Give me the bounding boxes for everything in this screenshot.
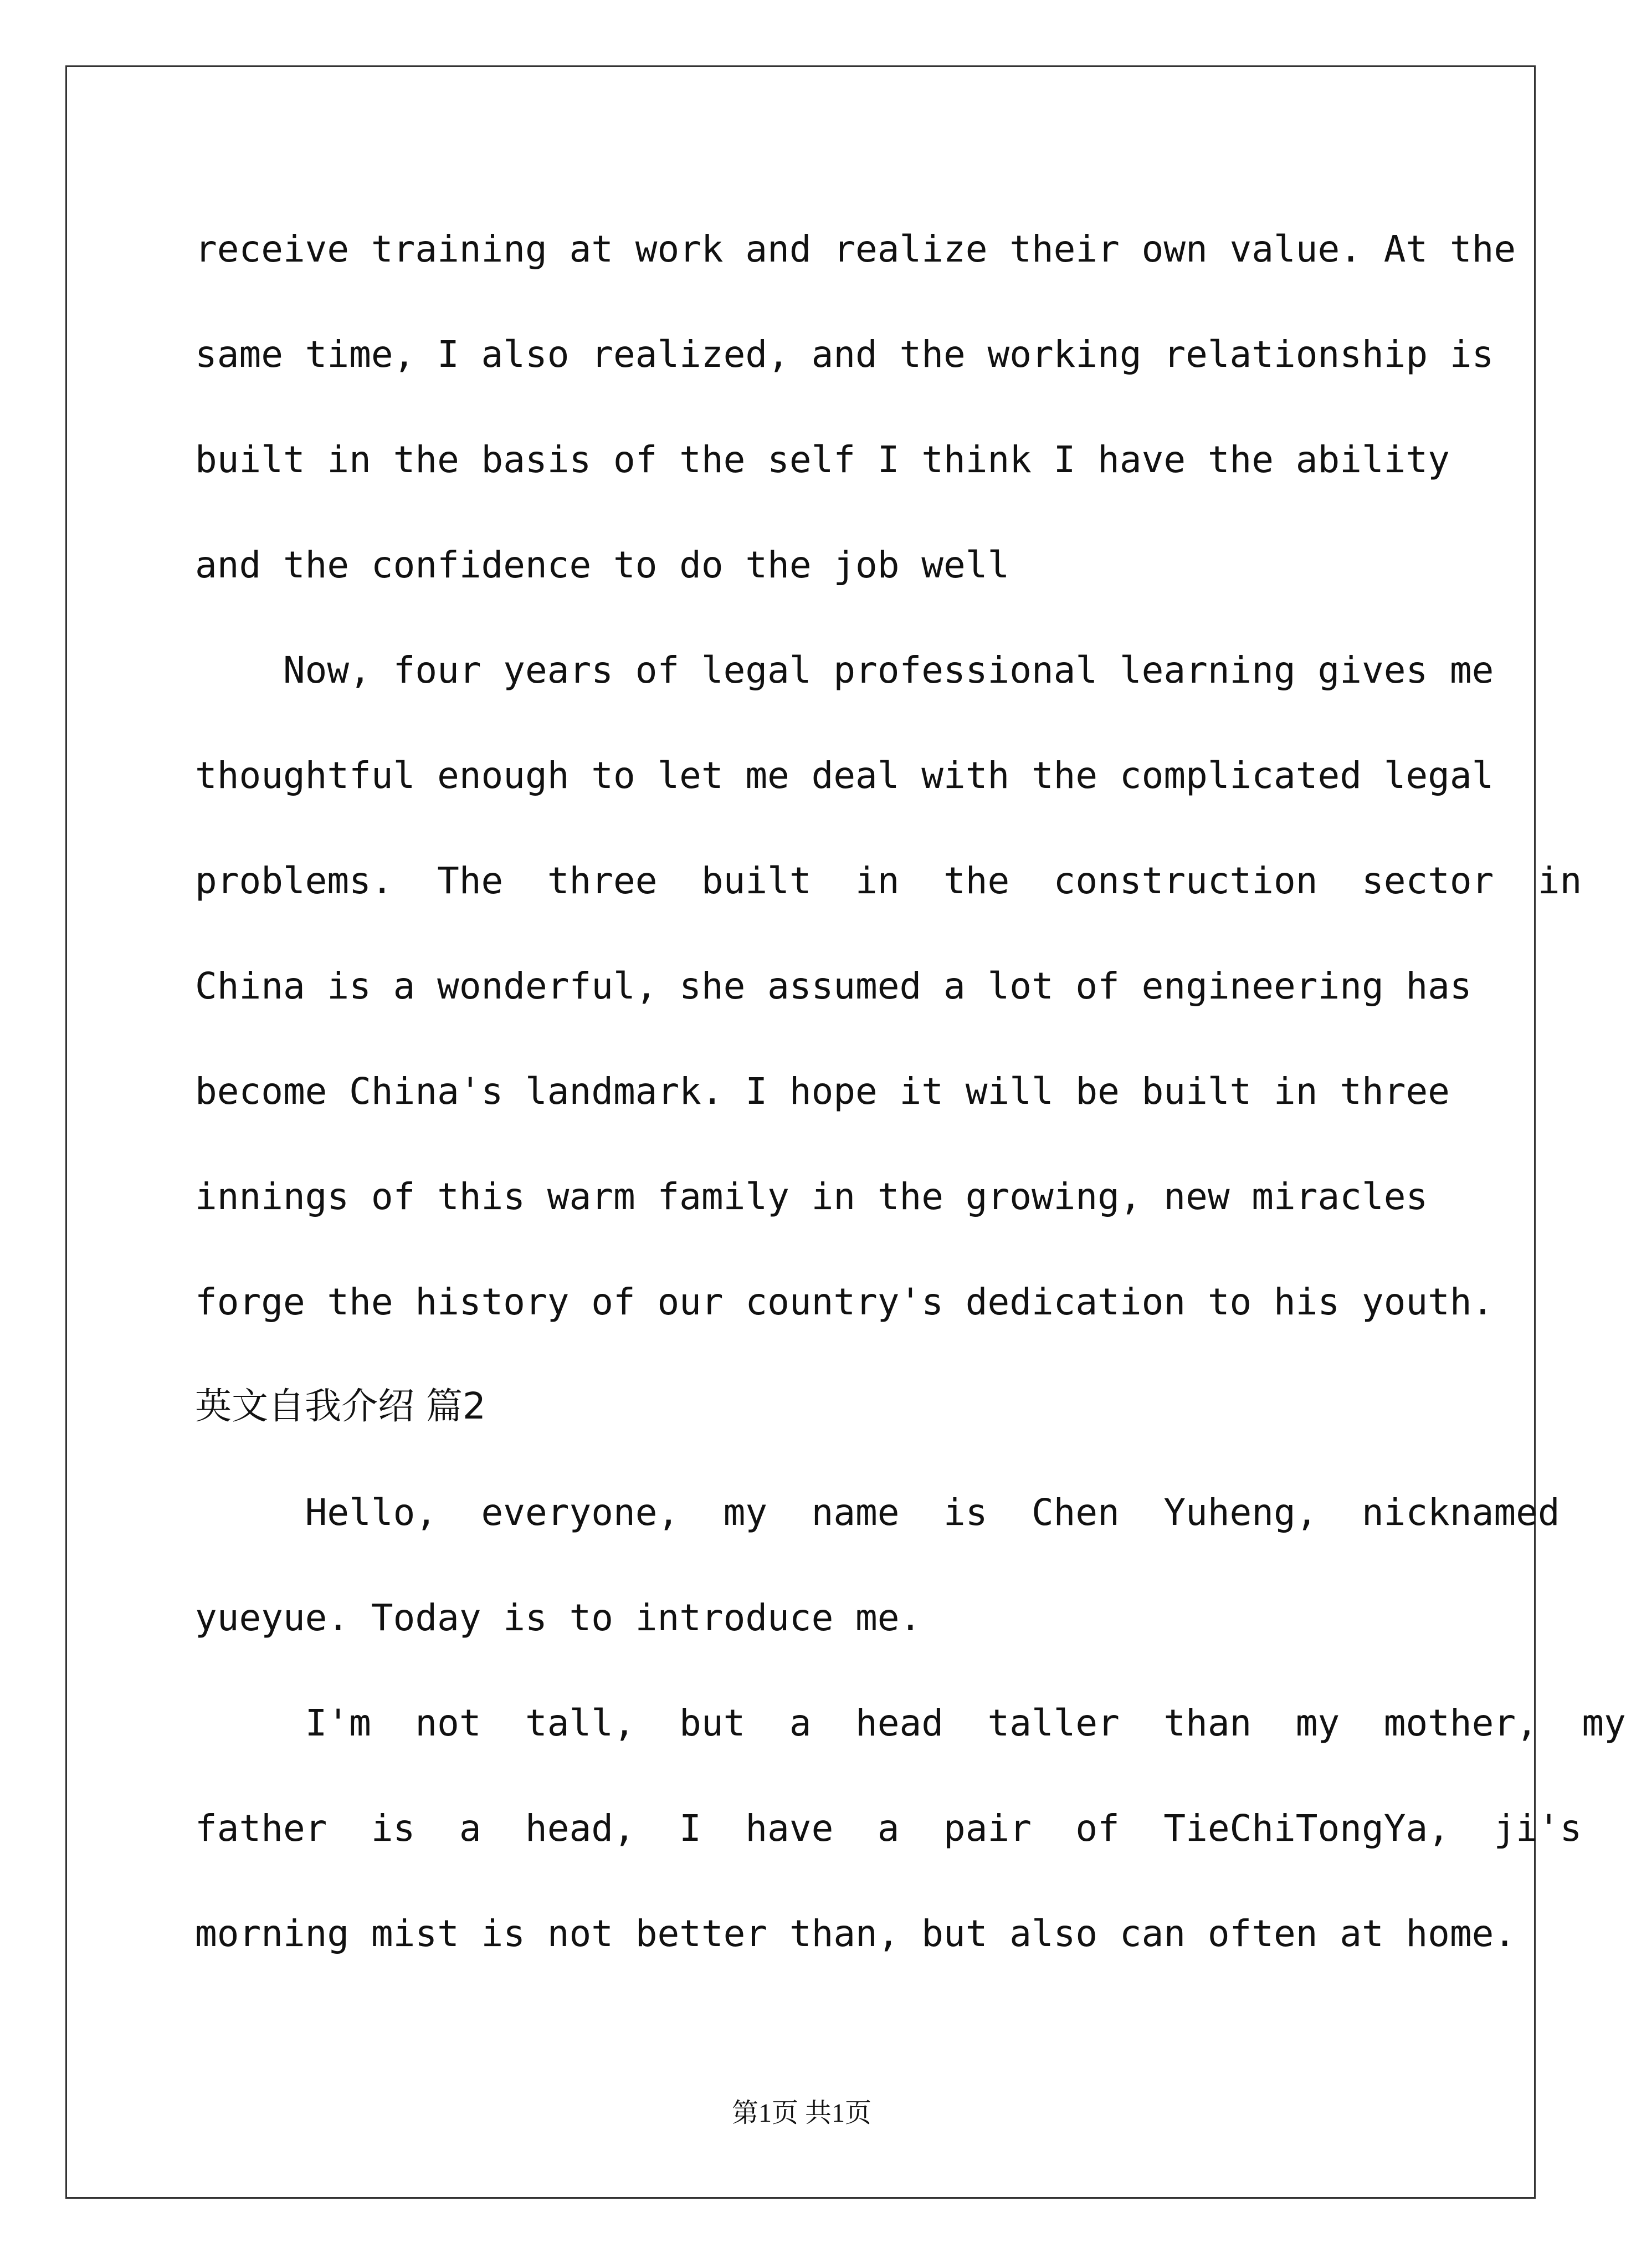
text-line: morning mist is not better than, but also can often at home. (195, 1912, 1516, 1955)
text-line: problems. The three built in the construction sector in (195, 859, 1582, 902)
text-line: built in the basis of the self I think I have the ability (195, 438, 1450, 481)
text-line: I'm not tall, but a head taller than my mother, my (195, 1702, 1626, 1744)
text-line: same time, I also realized, and the working relationship is (195, 333, 1494, 376)
text-line: Hello, everyone, my name is Chen Yuheng, nicknamed (195, 1491, 1560, 1534)
page-border (65, 65, 1626, 2199)
text-line: China is a wonderful, she assumed a lot of engineering has (195, 965, 1472, 1007)
text-line: Now, four years of legal professional learning gives me (195, 649, 1494, 692)
text-line: become China's landmark. I hope it will be built in three (195, 1070, 1450, 1113)
text-line: yueyue. Today is to introduce me. (195, 1596, 922, 1639)
text-line: innings of this warm family in the growing, new miracles (195, 1175, 1428, 1218)
text-line: receive training at work and realize their own value. At the (195, 228, 1516, 270)
page-number-footer: 第1页 共1页 (731, 2098, 871, 2128)
text-line: forge the history of our country's dedication to his youth. (195, 1281, 1494, 1323)
text-line: thoughtful enough to let me deal with the complicated legal (195, 754, 1494, 797)
text-line: father is a head, I have a pair of TieChiTongYa, ji's (195, 1807, 1582, 1850)
text-line: and the confidence to do the job well (195, 544, 1010, 586)
section-heading: 英文自我介绍 篇2 (195, 1385, 486, 1427)
